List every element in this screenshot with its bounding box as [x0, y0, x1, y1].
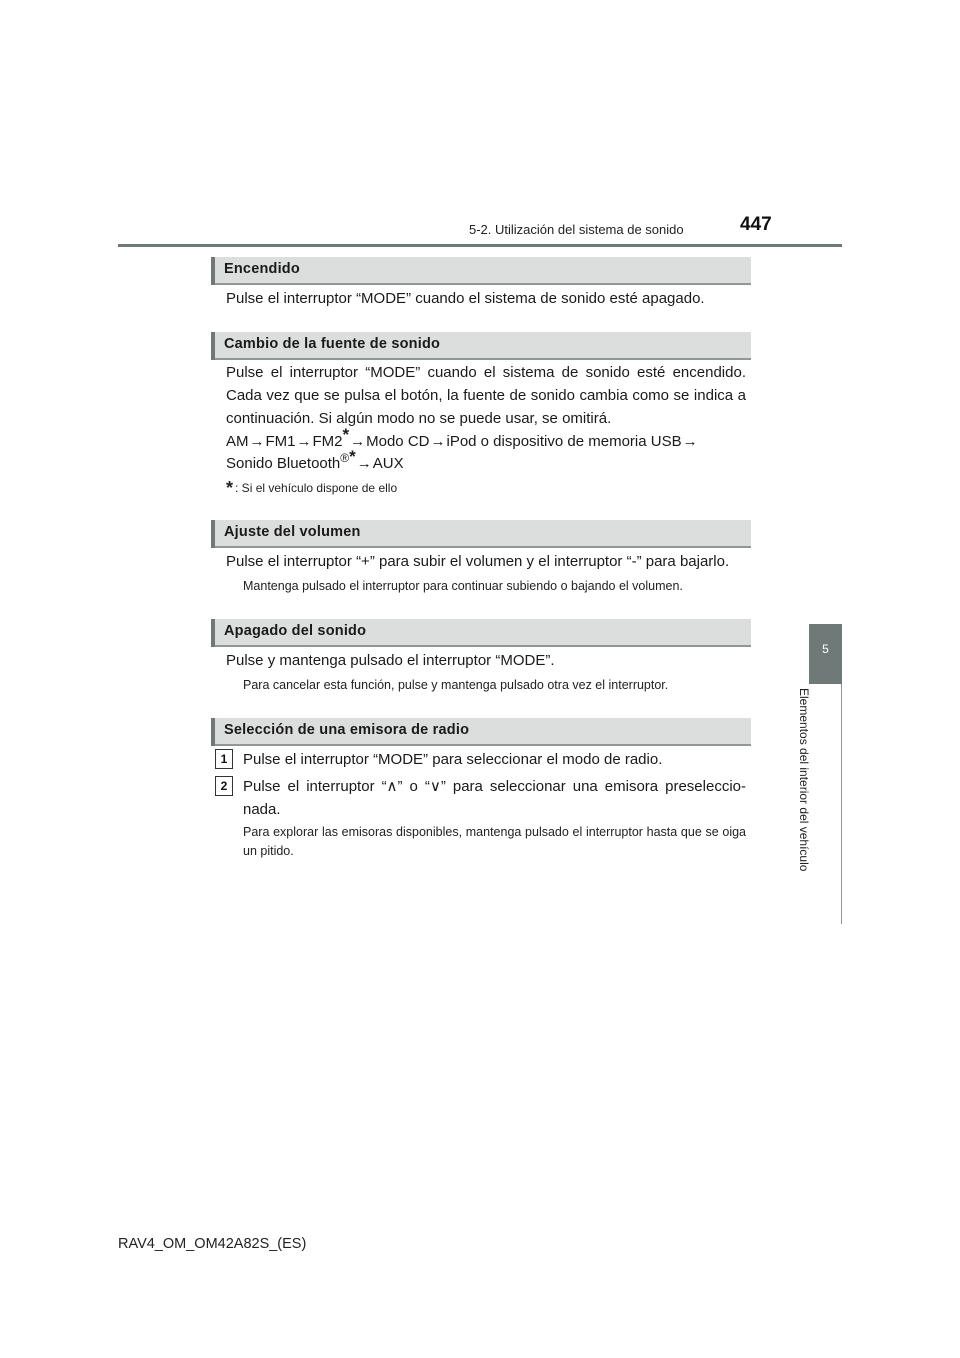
chapter-tab-number: 5: [822, 642, 829, 656]
section-header-apagado: [211, 619, 751, 647]
seq-modo-cd: Modo CD: [366, 433, 430, 450]
section-header-volumen: [211, 520, 751, 548]
chapter-title: Elementos del interior del vehículo: [797, 688, 811, 872]
document-code: RAV4_OM_OM42A82S_(ES): [118, 1236, 307, 1252]
arrow-icon: →: [430, 433, 446, 450]
page-number: 447: [740, 214, 772, 235]
body-text: Pulse el interruptor “MODE” cuando el sistema de sonido esté encendido. Cada vez que se pulsa el botón, la fuente de sonido cambia como se indica a continuación. Si algún modo no se puede usar, se omitirá.: [226, 364, 746, 427]
footnote: [226, 478, 397, 499]
step-text: Pulse el interruptor “∧” o “∨” para seleccionar una emisora preseleccio-nada.: [243, 778, 746, 818]
seq-fm1: FM1: [265, 433, 296, 450]
note-text: Para cancelar esta función, pulse y mantenga pulsado otra vez el interruptor.: [243, 678, 669, 692]
seq-fm2: FM2: [312, 433, 343, 450]
step-number-badge: 2: [215, 776, 233, 796]
seq-am: AM: [226, 433, 249, 450]
asterisk-mark: *: [226, 478, 234, 498]
section-title: Encendido: [224, 261, 300, 277]
header-rule: [118, 244, 842, 247]
asterisk-mark: *: [349, 447, 356, 466]
body-text: Pulse el interruptor “MODE” cuando el sistema de sonido esté apagado.: [226, 290, 705, 307]
section-title: Ajuste del volumen: [224, 524, 361, 540]
running-header-section: 5-2. Utilización del sistema de sonido: [469, 222, 684, 237]
chapter-tab-line: [841, 684, 842, 924]
asterisk-mark: *: [342, 425, 350, 444]
note-text: Para explorar las emisoras disponibles, mantenga pulsado el interruptor hasta que se oiga un pitido.: [243, 825, 746, 858]
note-text: Mantenga pulsado el interruptor para continuar subiendo o bajando el volumen.: [243, 579, 683, 593]
registered-mark: ®: [340, 451, 350, 465]
seq-bluetooth: Sonido Bluetooth: [226, 455, 341, 472]
step-number-badge: 1: [215, 749, 233, 769]
seq-ipod: iPod o dispositivo de memoria USB: [446, 433, 682, 450]
arrow-icon: →: [356, 455, 372, 472]
section-header-cambio: [211, 332, 751, 360]
source-sequence: [226, 425, 746, 475]
seq-aux: AUX: [372, 455, 404, 472]
section-header-emisora: [211, 718, 751, 746]
step-text: Pulse el interruptor “MODE” para seleccionar el modo de radio.: [243, 751, 663, 768]
arrow-icon: →: [296, 433, 312, 450]
body-text: Pulse y mantenga pulsado el interruptor “MODE”.: [226, 652, 555, 669]
arrow-icon: →: [682, 433, 698, 450]
section-header-encendido: [211, 257, 751, 285]
footnote-text: : Si el vehículo dispone de ello: [235, 481, 398, 495]
section-title: Cambio de la fuente de sonido: [224, 336, 441, 352]
body-text: Pulse el interruptor “+” para subir el volumen y el interruptor “-” para bajarlo.: [226, 553, 730, 570]
arrow-icon: →: [350, 433, 366, 450]
arrow-icon: →: [249, 433, 265, 450]
section-title: Selección de una emisora de radio: [224, 722, 470, 738]
section-title: Apagado del sonido: [224, 623, 367, 639]
